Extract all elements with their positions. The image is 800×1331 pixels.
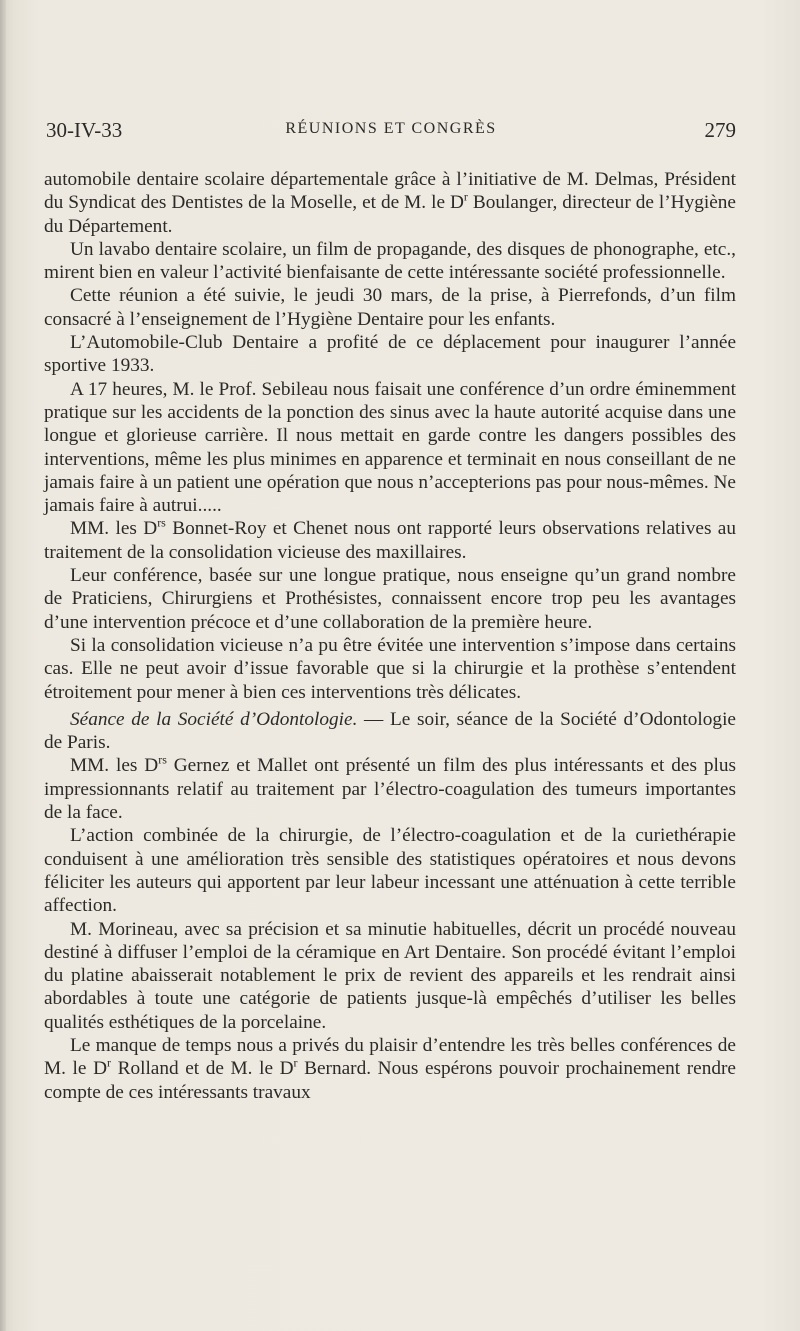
paragraph-text: Bonnet-Roy et Chenet nous ont rapporté leurs observations relatives au traitement de la consolidation vicieuse des maxillaires. (44, 518, 737, 563)
paragraph (44, 824, 736, 917)
paragraph (44, 331, 736, 378)
paragraph-text: Si la consolidation vicieuse n’a pu être évitée une intervention s’impose dans certains cas. Elle ne peut avoir d’issue favorable que si la chirurgie et la prothèse s’entendent étroitement pour mener à bien ces interventions très délicates. (44, 634, 736, 703)
paragraph (44, 168, 736, 238)
page-number: 279 (704, 118, 736, 142)
superscript: r (293, 1055, 298, 1070)
paragraph (44, 1034, 736, 1104)
section-title: RÉUNIONS ET CONGRÈS (285, 120, 497, 137)
paragraph-text: Leur conférence, basée sur une longue pratique, nous enseigne qu’un grand nombre de Praticiens, Chirurgiens et Prothésistes, connaissent encore trop peu les avantages d’une intervention précoce et d’une collaboration de la première heure. (44, 565, 736, 633)
running-head (46, 118, 736, 148)
superscript: rs (158, 753, 167, 767)
paragraph-text: A 17 heures, M. le Prof. Sebileau nous faisait une conférence d’un ordre éminemment pratique sur les accidents de la ponction des sinus avec la haute autorité acquise dans une longue et glorieuse carrière. Il nous mettait en garde contre les dangers possibles des interventions, même les plus minimes en apparence et terminait en nous conseillant de ne jamais faire à un patient une opération que nous n’accepterions pas pour nous-mêmes. Ne jamais faire à autrui..... (44, 378, 736, 517)
paragraph-text: automobile dentaire scolaire départementale grâce à l’initiative de M. Delmas, Président du Syndicat des Dentistes de la Moselle, et de M. le D (44, 169, 736, 214)
paragraph (44, 517, 736, 564)
paragraph (44, 284, 736, 331)
paragraph (44, 564, 736, 634)
paragraph (44, 378, 736, 518)
paragraph (44, 918, 736, 1034)
paragraph-text: Bernard. Nous espérons pouvoir prochainement rendre compte de ces intéressants travaux (44, 1058, 736, 1103)
page-spine-shadow (0, 0, 6, 1331)
paragraph-text: — Le soir, séance de la Société d’Odontologie de Paris. (44, 708, 736, 754)
article-body (44, 168, 736, 1104)
paragraph-text: MM. les D (70, 518, 158, 540)
paragraph-text: Rolland et de M. le D (111, 1058, 294, 1080)
paragraph-text: L’action combinée de la chirurgie, de l’électro-coagulation et de la curiethérapie conduisent à une amélioration très sensible des statistiques opératoires et nous devons féliciter les auteurs qui apportent par leur labeur incessant une atténuation à cette terrible affection. (44, 825, 736, 917)
paragraph (44, 634, 736, 704)
paragraph-text: Cette réunion a été suivie, le jeudi 30 mars, de la prise, à Pierrefonds, d’un film consacré à l’enseignement de l’Hygiène Dentaire pour les enfants. (44, 285, 736, 330)
superscript: r (463, 189, 468, 204)
paragraph (44, 754, 736, 824)
superscript: rs (157, 516, 166, 531)
issue-date: 30-IV-33 (46, 118, 123, 142)
paragraph-text: Boulanger, directeur de l’Hygiène du Département. (44, 192, 736, 237)
paragraph (44, 238, 736, 285)
section-heading: Séance de la Société d’Odontologie. (70, 708, 358, 730)
paragraph-text: L’Automobile-Club Dentaire a profité de ce déplacement pour inaugurer l’année sportive 1933. (44, 332, 736, 377)
paragraph-text: MM. les D (70, 755, 159, 777)
paragraph-text: M. Morineau, avec sa précision et sa minutie habituelles, décrit un procédé nouveau destiné à diffuser l’emploi de la céramique en Art Dentaire. Son procédé évitant l’emploi du platine abaisserait notablement le prix de revient des appareils et les rendrait ainsi abordables à toute une catégorie de patients jusque-là empêchés d’utiliser les belles qualités esthétiques de la porcelaine. (44, 918, 736, 1033)
paragraph-text: Gernez et Mallet ont présenté un film des plus intéressants et des plus impressionnants relatif au traitement par l’électro-coagulation des tumeurs importantes de la face. (44, 755, 736, 824)
superscript: r (107, 1055, 111, 1070)
paragraph-text: Le manque de temps nous a privés du plaisir d’entendre les très belles conférences de M. le D (44, 1034, 736, 1080)
paragraph-text: Un lavabo dentaire scolaire, un film de propagande, des disques de phonographe, etc., mirent bien en valeur l’activité bienfaisante de cette intéressante société professionnelle. (44, 238, 736, 284)
paragraph (44, 708, 736, 755)
